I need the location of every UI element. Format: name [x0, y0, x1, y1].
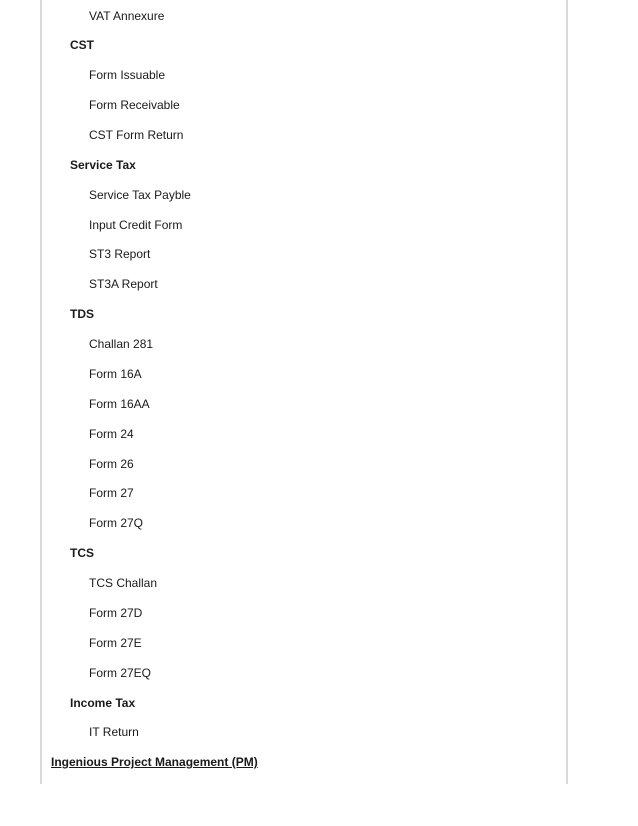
item-form-16aa: Form 16AA	[89, 397, 150, 411]
heading-tds: TDS	[70, 307, 94, 321]
item-service-tax-payble: Service Tax Payble	[89, 188, 191, 202]
item-vat-annexure: VAT Annexure	[89, 9, 165, 23]
page-border-right	[566, 0, 568, 784]
item-form-16a: Form 16A	[89, 367, 142, 381]
page-border-left	[40, 0, 42, 784]
item-form-26: Form 26	[89, 457, 134, 471]
item-form-27eq: Form 27EQ	[89, 666, 152, 680]
item-st3a-report: ST3A Report	[89, 277, 158, 291]
item-input-credit-form: Input Credit Form	[89, 218, 183, 232]
item-form-27: Form 27	[89, 486, 134, 500]
heading-service-tax: Service Tax	[70, 158, 136, 172]
heading-tcs: TCS	[70, 546, 94, 560]
heading-income-tax: Income Tax	[70, 696, 136, 710]
item-it-return: IT Return	[89, 725, 139, 739]
item-form-27q: Form 27Q	[89, 516, 144, 530]
section-title-project-management: Ingenious Project Management (PM)	[51, 755, 258, 769]
heading-cst: CST	[70, 38, 94, 52]
item-form-issuable: Form Issuable	[89, 68, 166, 82]
item-form-27d: Form 27D	[89, 606, 143, 620]
item-cst-form-return: CST Form Return	[89, 128, 184, 142]
item-challan-281: Challan 281	[89, 337, 154, 351]
item-st3-report: ST3 Report	[89, 247, 151, 261]
item-form-27e: Form 27E	[89, 636, 142, 650]
item-form-24: Form 24	[89, 427, 134, 441]
item-tcs-challan: TCS Challan	[89, 576, 158, 590]
item-form-receivable: Form Receivable	[89, 98, 180, 112]
